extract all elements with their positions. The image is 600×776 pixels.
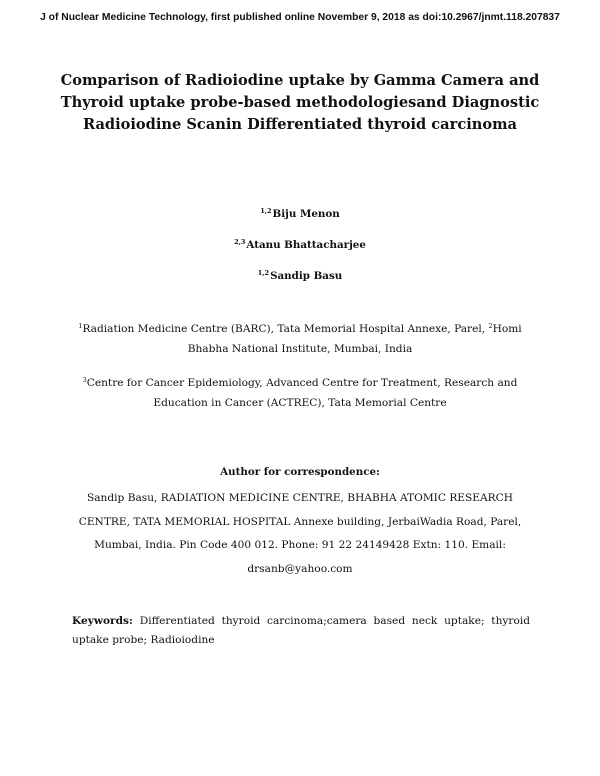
affiliation-text: Homi bbox=[492, 323, 522, 335]
title-line: Thyroid uptake probe-based methodologiesand Diagnostic bbox=[60, 94, 540, 111]
title-line: Radioiodine Scanin Differentiated thyroid carcinoma bbox=[82, 116, 517, 133]
affiliation-marker: 1 bbox=[78, 322, 83, 330]
affiliation-text: Radiation Medicine Centre (BARC), Tata Memorial Hospital Annexe, Parel, bbox=[82, 323, 489, 335]
journal-header: J of Nuclear Medicine Technology, first published online November 9, 2018 as doi:10.2967/jnmt.118.207837 bbox=[40, 12, 560, 23]
author-affiliation-marker: 1,2 bbox=[260, 207, 272, 215]
author-sandip-basu bbox=[0, 269, 600, 282]
affiliation-2 bbox=[70, 370, 530, 413]
affiliation-marker: 3 bbox=[82, 376, 87, 384]
correspondence-heading: Author for correspondence: bbox=[220, 466, 380, 478]
title-line: Comparison of Radioiodine uptake by Gamma Camera and bbox=[60, 72, 540, 89]
keywords-paragraph bbox=[72, 612, 530, 650]
correspondence-line: Sandip Basu, RADIATION MEDICINE CENTRE, BHABHA ATOMIC RESEARCH bbox=[86, 492, 513, 504]
affiliation-line: Bhabha National Institute, Mumbai, India bbox=[187, 343, 413, 355]
affiliation-1 bbox=[70, 316, 530, 359]
author-name: Biju Menon bbox=[272, 208, 340, 220]
keywords-label: Keywords: bbox=[72, 615, 133, 627]
correspondence-email: drsanb@yahoo.com bbox=[247, 562, 353, 575]
author-affiliation-marker: 2,3 bbox=[234, 238, 246, 246]
author-name: Sandip Basu bbox=[270, 270, 343, 282]
author-atanu-bhattacharjee bbox=[0, 238, 600, 251]
correspondence-line: CENTRE, TATA MEMORIAL HOSPITAL Annexe building, JerbaiWadia Road, Parel, bbox=[78, 515, 522, 528]
affiliation-line bbox=[70, 316, 530, 339]
affiliation-text: Centre for Cancer Epidemiology, Advanced Centre for Treatment, Research and bbox=[86, 377, 518, 389]
affiliation-line bbox=[70, 370, 530, 393]
affiliation-line: Education in Cancer (ACTREC), Tata Memorial Centre bbox=[153, 397, 447, 409]
correspondence-line: Mumbai, India. Pin Code 400 012. Phone: 91 22 24149428 Extn: 110. Email: bbox=[94, 539, 506, 551]
author-affiliation-marker: 1,2 bbox=[257, 269, 270, 277]
keywords-text: Differentiated thyroid carcinoma;camera based neck uptake; thyroid uptake probe; Radioiodine bbox=[72, 615, 530, 646]
correspondence-details bbox=[40, 487, 560, 581]
paper-title bbox=[60, 70, 540, 136]
author-name: Atanu Bhattacharjee bbox=[246, 239, 366, 251]
affiliation-marker: 2 bbox=[488, 322, 493, 330]
author-biju-menon bbox=[0, 207, 600, 220]
